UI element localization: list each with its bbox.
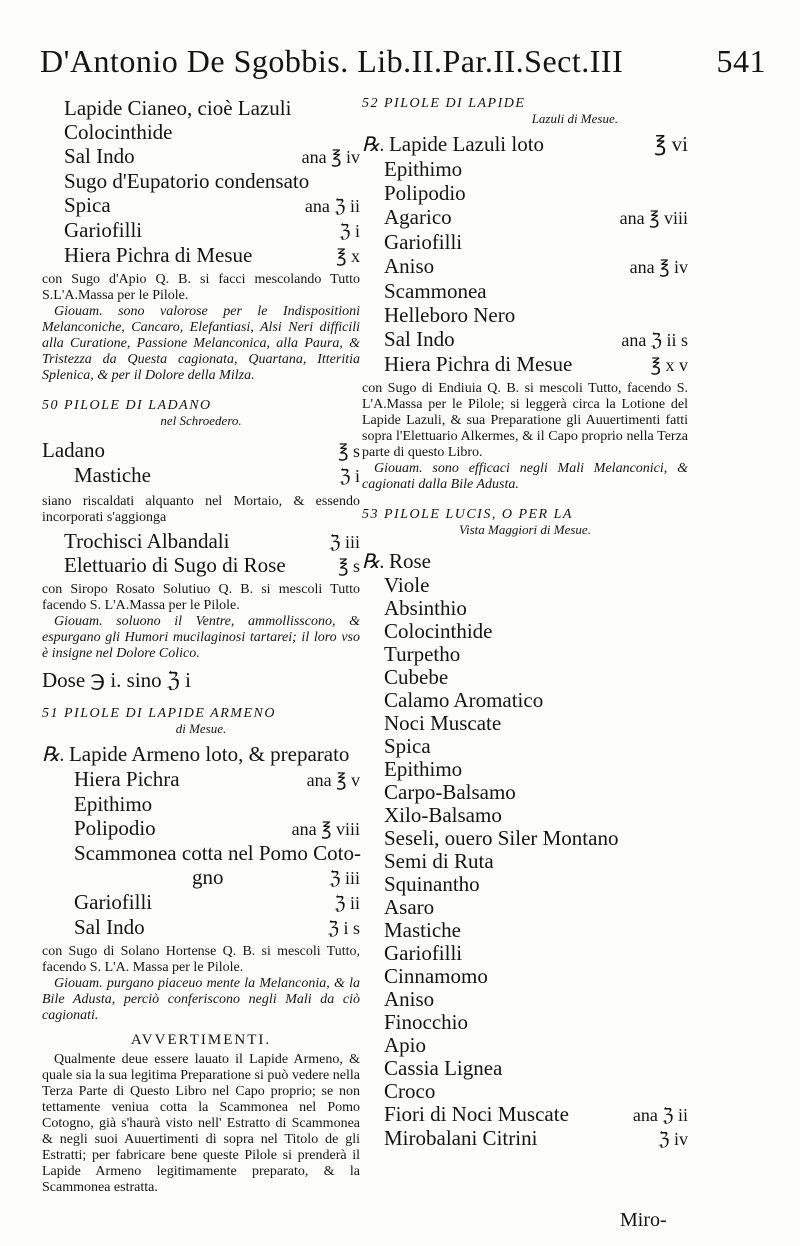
ingredient-line: Epithimo	[384, 757, 463, 781]
preparation-text: con Sugo di Solano Hortense Q. B. si mescoli Tutto, facendo S. L'A. Massa per le Pilole.	[42, 944, 360, 975]
avvertimenti-title: AVVERTIMENTI.	[130, 1032, 272, 1048]
ingredient-line: Colocinthide	[64, 120, 173, 144]
ingredient-line: Seseli, ouero Siler Montano	[384, 826, 619, 850]
virtues-text: Giouam. sono valorose per le Indispositioni Melanconiche, Cancaro, Elefantiasi, Alsi Neri difficili alla Curatione, Passione Melanconica, alla Paura, & Tristezza da Questa cagionata, Quartana, Itteritia Splenica, & per il Dolore della Milza.	[42, 304, 360, 383]
ingredient-line: Epithimo	[384, 157, 463, 181]
page-number: 541	[716, 43, 766, 79]
ingredient-line: Aniso ana ℥ iv	[384, 254, 688, 278]
ingredient-line: ℞. Rose	[362, 549, 431, 573]
ingredient-line: ℞. Lapide Armeno loto, & preparato	[42, 742, 350, 766]
ingredient-line: Gariofilli ℨ i	[64, 218, 360, 242]
left-column	[42, 96, 360, 1196]
ingredient-line: Carpo-Balsamo	[384, 780, 516, 804]
recipe-symbol: ℞.	[362, 134, 385, 156]
ingredient-line: Sugo d'Eupatorio condensato	[64, 169, 310, 193]
ingredient-line: Gariofilli	[384, 941, 463, 965]
ingredient-line: Hiera Pichra ana ℥ v	[74, 767, 360, 791]
ingredient-line: Mastiche	[384, 918, 461, 942]
ingredient-line: Fiori di Noci Muscate ana ℨ ii	[384, 1102, 688, 1126]
ingredient-line: Cubebe	[384, 665, 449, 689]
preparation-text: siano riscaldati alquanto nel Mortaio, & essendo incorporati s'aggionga	[42, 494, 360, 525]
running-title: D'Antonio De Sgobbis. Lib.II.Par.II.Sect.III	[40, 43, 624, 79]
recipe-source-51: di Mesue.	[175, 721, 227, 736]
ingredient-line: Xilo-Balsamo	[384, 803, 502, 827]
ingredient-line: Spica	[384, 734, 431, 758]
ingredient-line: Elettuario di Sugo di Rose ℥ s	[64, 553, 360, 577]
recipe-symbol: ℞.	[362, 551, 385, 573]
ingredient-line: Hiera Pichra di Mesue ℥ x	[64, 243, 360, 267]
virtues-text: Giouam. soluono il Ventre, ammollisscono, & espurgano gli Humori mucilaginosi tartarei; il loro vso è insigne nel Dolore Colico.	[42, 614, 360, 661]
recipe-source-50: nel Schroedero.	[160, 413, 242, 428]
ingredient-line: Turpetho	[384, 642, 461, 666]
ingredient-line: Sal Indo ana ℥ iv	[64, 144, 360, 168]
ingredient-line: Scammonea	[384, 279, 487, 303]
ingredient-line: Sal Indo ℨ i s	[74, 915, 360, 939]
ingredient-line: gno ℨ iii	[192, 865, 360, 889]
ingredient-line: Finocchio	[384, 1010, 468, 1034]
preparation-text: con Sugo d'Apio Q. B. si facci mescolando Tutto S.L'A.Massa per le Pilole.	[42, 272, 360, 303]
page-header	[40, 36, 770, 86]
ingredient-line: Scammonea cotta nel Pomo Coto-	[74, 841, 361, 865]
ingredient-line: Calamo Aromatico	[384, 688, 544, 712]
ingredient-line: Gariofilli ℨ ii	[74, 890, 360, 914]
ingredient-line: Epithimo	[74, 792, 153, 816]
virtues-text: Giouam. sono efficaci negli Mali Melanconici, & cagionati dalla Bile Adusta.	[362, 461, 688, 492]
ingredient-line: Squinantho	[384, 872, 480, 896]
recipe-heading-51: 51 PILOLE DI LAPIDE ARMENO	[42, 706, 276, 721]
ingredient-line: Ladano ℥ s	[42, 438, 360, 462]
dose-line: Dose ℈ i. sino ℨ i	[42, 668, 191, 692]
ingredient-line: Colocinthide	[384, 619, 493, 643]
ingredient-line: ℞. Lapide Lazuli loto ℥ vi	[362, 132, 688, 156]
ingredient-line: Croco	[384, 1079, 436, 1103]
avvertimenti-text: Qualmente deue essere lauato il Lapide Armeno, & quale sia la sua legitima Preparatione si può vedere nella Terza Parte di Questo Libro nel Capo proprio; se non tettamente veniua cotta la Scammonea nel Pomo Cotogno, già s'haurà visto nell' Estratto di Scammonea & negli suoi Auuertimenti di sopra nel Titolo de gli Estratti; per fabricare bene queste Pilole si prenderà il Lapide Armeno legitimamente preparato, & la Scammonea estratta.	[42, 1052, 360, 1195]
recipe-source-52: Lazuli di Mesue.	[531, 111, 618, 126]
ingredient-line: Mastiche ℨ i	[74, 463, 360, 487]
preparation-text: con Siropo Rosato Solutiuo Q. B. si mescoli Tutto facendo S. L'A.Massa per le Pilole.	[42, 582, 360, 613]
ingredient-line: Polipodio ana ℥ viii	[74, 816, 360, 840]
ingredient-line: Cassia Lignea	[384, 1056, 503, 1080]
ingredient-line: Hiera Pichra di Mesue ℥ x v	[384, 352, 688, 376]
recipe-heading-50: 50 PILOLE DI LADANO	[42, 398, 212, 413]
right-column	[362, 96, 688, 1151]
ingredient-line: Viole	[384, 573, 430, 597]
ingredient-line: Spica ana ℨ ii	[64, 193, 360, 217]
virtues-text: Giouam. purgano piaceuo mente la Melanconia, & la Bile Adusta, perciò conferiscono negli Mali da ciò cagionati.	[42, 976, 360, 1023]
ingredient-line: Noci Muscate	[384, 711, 502, 735]
ingredient-line: Lapide Cianeo, cioè Lazuli	[64, 96, 292, 120]
preparation-text: con Sugo di Endiuia Q. B. si mescoli Tutto, facendo S. L'A.Massa per le Pilole; si leggerà circa la Lotione del Lapide Lazuli, & sua Preparatione gli Auuertimenti fatti sopra l'Elettuario Alkermes, & il Capo proprio nella Terza parte di questo Libro.	[362, 381, 688, 460]
ingredient-line: Agarico ana ℥ viii	[384, 205, 688, 229]
ingredient-line: Asaro	[384, 895, 435, 919]
ingredient-line: Sal Indo ana ℨ ii s	[384, 327, 688, 351]
recipe-symbol: ℞.	[42, 744, 65, 766]
ingredient-line: Mirobalani Citrini ℨ iv	[384, 1126, 688, 1150]
ingredient-line: Trochisci Albandali ℨ iii	[64, 529, 360, 553]
ingredient-line: Absinthio	[384, 596, 467, 620]
ingredient-line: Apio	[384, 1033, 426, 1057]
recipe-heading-52: 52 PILOLE DI LAPIDE	[362, 96, 526, 111]
ingredient-line: Polipodio	[384, 181, 466, 205]
ingredient-line: Semi di Ruta	[384, 849, 494, 873]
recipe-heading-53: 53 PILOLE LUCIS, O PER LA	[362, 507, 573, 522]
recipe-source-53: Vista Maggiori di Mesue.	[459, 522, 591, 537]
ingredient-line: Aniso	[384, 987, 435, 1011]
catchword: Miro-	[620, 1209, 667, 1231]
ingredient-line: Gariofilli	[384, 230, 463, 254]
ingredient-line: Cinnamomo	[384, 964, 488, 988]
ingredient-line: Helleboro Nero	[384, 303, 516, 327]
